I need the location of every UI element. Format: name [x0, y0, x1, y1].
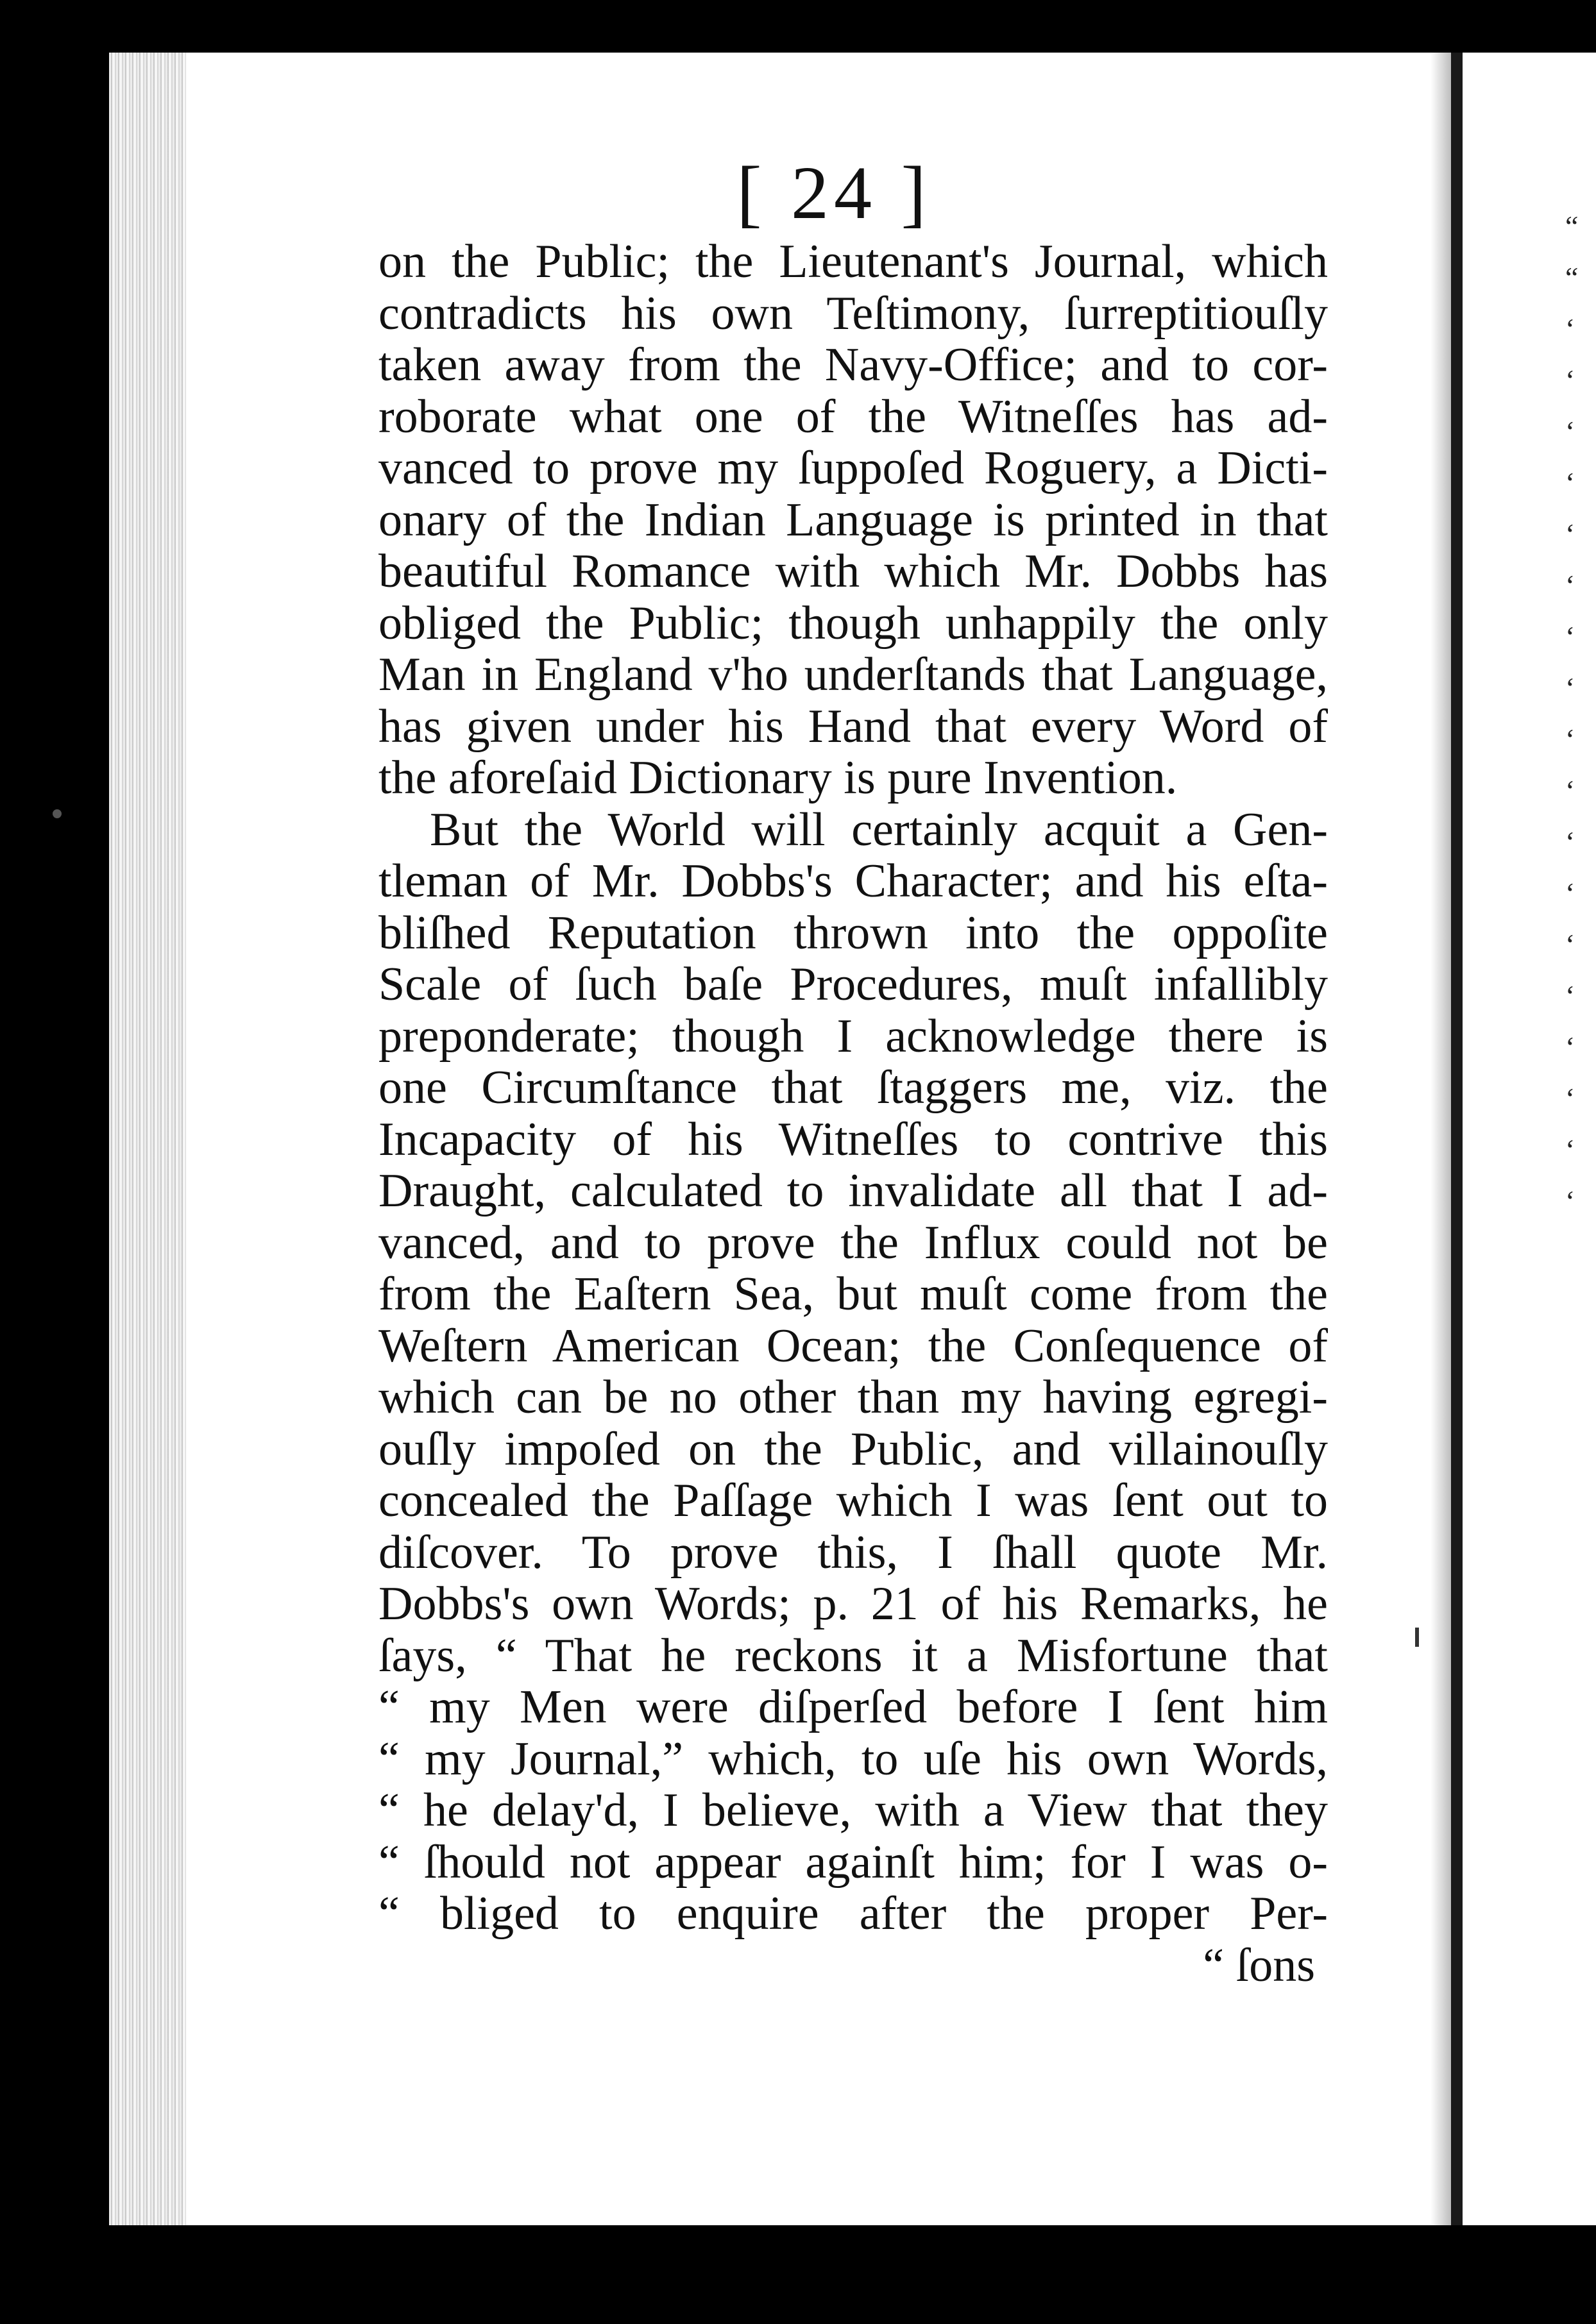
facing-page-quote-mark: ‘ — [1565, 518, 1575, 550]
facing-page-quote-mark: ‘ — [1565, 1133, 1575, 1166]
text-line: on the Public; the Lieutenant's Journal, which — [378, 235, 1328, 288]
facing-page-quote-mark: ‘ — [1565, 825, 1575, 858]
text-line: preponderate; though I acknowledge there is — [378, 1009, 1328, 1063]
page-number: [ 24 ] — [736, 151, 931, 235]
ink-speck — [53, 809, 62, 818]
facing-page-quote-mark: ‘ — [1565, 312, 1575, 345]
text-line: obliged the Public; though unhappily the only — [378, 596, 1328, 650]
text-line: ouſly impoſed on the Public, and villainouſly — [378, 1422, 1328, 1476]
facing-page-quote-mark: ‘ — [1565, 620, 1575, 653]
text-line: diſcover. To prove this, I ſhall quote Mr. — [378, 1526, 1328, 1579]
text-line: concealed the Paſſage which I was ſent out to — [378, 1474, 1328, 1527]
gutter-shadow — [1430, 53, 1451, 2225]
text-line: ſays, “ That he reckons it a Misfortune that — [378, 1629, 1328, 1682]
facing-page-quote-mark: ‘ — [1565, 877, 1575, 909]
text-line: “ bliged to enquire after the proper Per- — [378, 1887, 1328, 1940]
page-edge — [109, 53, 186, 2225]
scan-border-left — [0, 0, 109, 2324]
book-gutter — [1451, 53, 1463, 2225]
facing-page-quote-mark: ‘ — [1565, 415, 1575, 448]
facing-page-quote-mark: ‘ — [1565, 466, 1575, 499]
text-line: which can be no other than my having egregi- — [378, 1371, 1328, 1424]
facing-page-quote-mark: ‘ — [1565, 1031, 1575, 1063]
body-text — [378, 236, 1328, 1991]
text-line: onary of the Indian Language is printed in that — [378, 493, 1328, 546]
catchword-line: “ ſons — [1203, 1939, 1315, 1992]
facing-page-quote-mark: ‘ — [1565, 928, 1575, 961]
text-line: “ ſhould not appear againſt him; for I was o- — [378, 1835, 1328, 1889]
facing-page-quote-mark: ‘ — [1565, 671, 1575, 704]
facing-page — [1463, 53, 1596, 2225]
text-line: beautiful Romance with which Mr. Dobbs has — [378, 545, 1328, 598]
text-line: roborate what one of the Witneſſes has ad- — [378, 390, 1328, 443]
text-line: one Circumſtance that ſtaggers me, viz. the — [378, 1061, 1328, 1114]
facing-page-quote-mark: “ — [1565, 210, 1579, 242]
text-line: “ he delay'd, I believe, with a View that they — [378, 1784, 1328, 1837]
scan-border-bottom — [0, 2225, 1596, 2324]
facing-page-quote-mark: ‘ — [1565, 569, 1575, 602]
text-line: Incapacity of his Witneſſes to contrive this — [378, 1113, 1328, 1166]
text-line: tleman of Mr. Dobbs's Character; and his eſta- — [378, 855, 1328, 907]
text-line: bliſhed Reputation thrown into the oppoſite — [378, 906, 1328, 959]
text-line: Weſtern American Ocean; the Conſequence of — [378, 1319, 1328, 1372]
ink-mark — [1415, 1628, 1419, 1647]
text-line: vanced to prove my ſuppoſed Roguery, a Dicti- — [378, 442, 1328, 494]
text-line: taken away from the Navy-Office; and to cor- — [378, 339, 1328, 391]
facing-page-quote-mark: ‘ — [1565, 364, 1575, 396]
facing-page-quote-mark: ‘ — [1565, 1082, 1575, 1115]
facing-page-quote-mark: ‘ — [1565, 979, 1575, 1012]
facing-page-quote-mark: “ — [1565, 261, 1579, 294]
text-line: But the World will certainly acquit a Gen- — [430, 803, 1328, 856]
text-line: Scale of ſuch baſe Procedures, muſt infallibly — [378, 958, 1328, 1011]
text-line: has given under his Hand that every Word of — [378, 700, 1328, 753]
text-line: from the Eaſtern Sea, but muſt come from the — [378, 1268, 1328, 1320]
facing-page-quote-mark: ‘ — [1565, 774, 1575, 807]
text-line: Dobbs's own Words; p. 21 of his Remarks, he — [378, 1578, 1328, 1630]
text-line: Draught, calculated to invalidate all that I ad- — [378, 1165, 1328, 1217]
text-line: the aforeſaid Dictionary is pure Invention. — [378, 752, 1178, 804]
text-line: “ my Journal,” which, to uſe his own Words, — [378, 1732, 1328, 1785]
scan-border-top — [0, 0, 1596, 53]
text-line: vanced, and to prove the Influx could not be — [378, 1216, 1328, 1269]
facing-page-quote-mark: ‘ — [1565, 1184, 1575, 1217]
facing-page-quote-mark: ‘ — [1565, 723, 1575, 755]
text-line: contradicts his own Teſtimony, ſurreptitiouſly — [378, 287, 1328, 340]
text-line: “ my Men were diſperſed before I ſent him — [378, 1681, 1328, 1733]
text-line: Man in England v'ho underſtands that Language, — [378, 648, 1328, 701]
